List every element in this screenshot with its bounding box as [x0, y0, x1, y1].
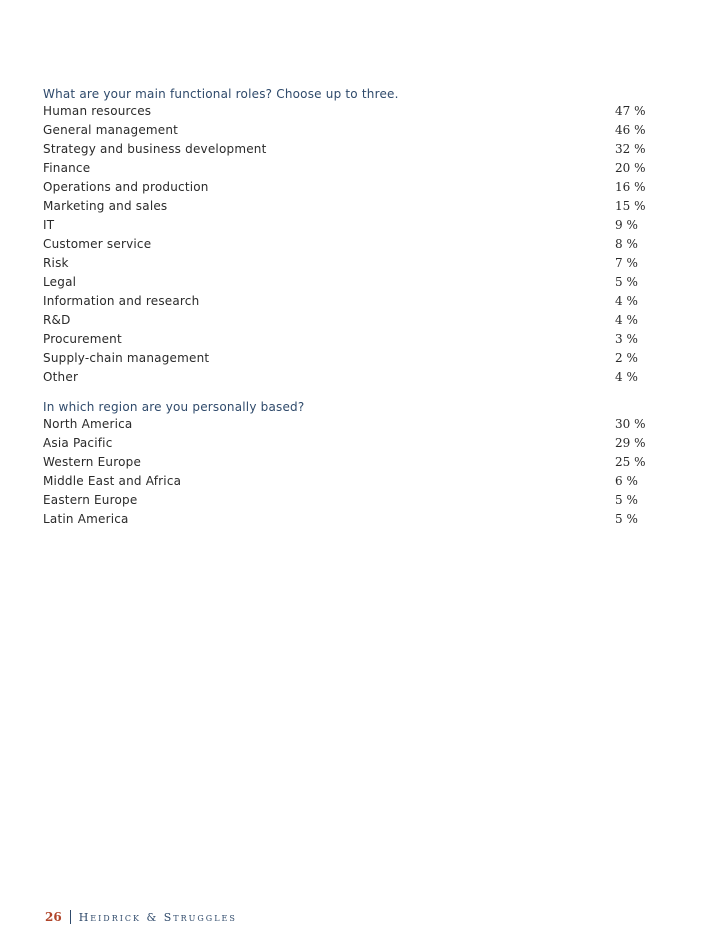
table-row	[43, 159, 646, 178]
footer-divider	[70, 910, 71, 924]
row-value: 5 %	[615, 493, 638, 507]
row-label: Information and research	[43, 294, 200, 308]
row-value: 32 %	[615, 142, 646, 156]
row-value: 4 %	[615, 370, 638, 384]
table-row	[43, 235, 643, 254]
row-label: Supply-chain management	[43, 351, 210, 365]
row-value: 2 %	[615, 351, 638, 365]
region-list	[43, 415, 646, 529]
row-value: 30 %	[615, 417, 646, 431]
table-row	[43, 216, 643, 235]
row-value: 4 %	[615, 313, 638, 327]
row-label: Middle East and Africa	[43, 474, 182, 488]
table-row	[43, 140, 646, 159]
row-label: IT	[43, 218, 55, 232]
row-value: 46 %	[615, 123, 646, 137]
row-value: 29 %	[615, 436, 646, 450]
row-value: 9 %	[615, 218, 638, 232]
table-row	[43, 178, 646, 197]
functional-roles-list	[43, 102, 646, 387]
table-row	[43, 197, 646, 216]
table-row	[43, 273, 643, 292]
table-row	[43, 349, 643, 368]
row-value: 5 %	[615, 275, 638, 289]
table-row	[43, 102, 646, 121]
table-row	[43, 415, 646, 434]
row-value: 47 %	[615, 104, 646, 118]
table-row	[43, 368, 643, 387]
question-region: In which region are you personally based?	[43, 400, 305, 414]
page-footer	[45, 908, 237, 926]
row-value: 4 %	[615, 294, 638, 308]
row-label: Risk	[43, 256, 69, 270]
row-label: Other	[43, 370, 79, 384]
row-label: Customer service	[43, 237, 152, 251]
firm-name: Heidrick & Struggles	[78, 910, 237, 924]
table-row	[43, 311, 643, 330]
row-label: Eastern Europe	[43, 493, 138, 507]
row-label: General management	[43, 123, 179, 137]
row-label: Latin America	[43, 512, 129, 526]
row-label: Human resources	[43, 104, 152, 118]
row-value: 16 %	[615, 180, 646, 194]
table-row	[43, 292, 643, 311]
row-value: 15 %	[615, 199, 646, 213]
row-label: Finance	[43, 161, 91, 175]
table-row	[43, 330, 643, 349]
table-row	[43, 472, 643, 491]
row-value: 6 %	[615, 474, 638, 488]
row-label: Strategy and business development	[43, 142, 267, 156]
row-label: R&D	[43, 313, 71, 327]
table-row	[43, 121, 646, 140]
row-label: Operations and production	[43, 180, 209, 194]
row-label: Procurement	[43, 332, 122, 346]
table-row	[43, 491, 643, 510]
row-label: Asia Pacific	[43, 436, 113, 450]
table-row	[43, 510, 643, 529]
row-value: 25 %	[615, 455, 646, 469]
page-number: 26	[45, 910, 62, 924]
row-value: 7 %	[615, 256, 638, 270]
question-functional-roles: What are your main functional roles? Choose up to three.	[43, 87, 399, 101]
table-row	[43, 453, 646, 472]
row-value: 20 %	[615, 161, 646, 175]
row-value: 3 %	[615, 332, 638, 346]
row-value: 8 %	[615, 237, 638, 251]
functional-roles-section	[43, 86, 646, 387]
row-label: North America	[43, 417, 133, 431]
table-row	[43, 254, 643, 273]
row-label: Legal	[43, 275, 77, 289]
row-label: Marketing and sales	[43, 199, 168, 213]
row-value: 5 %	[615, 512, 638, 526]
region-section	[43, 399, 646, 529]
table-row	[43, 434, 646, 453]
row-label: Western Europe	[43, 455, 142, 469]
